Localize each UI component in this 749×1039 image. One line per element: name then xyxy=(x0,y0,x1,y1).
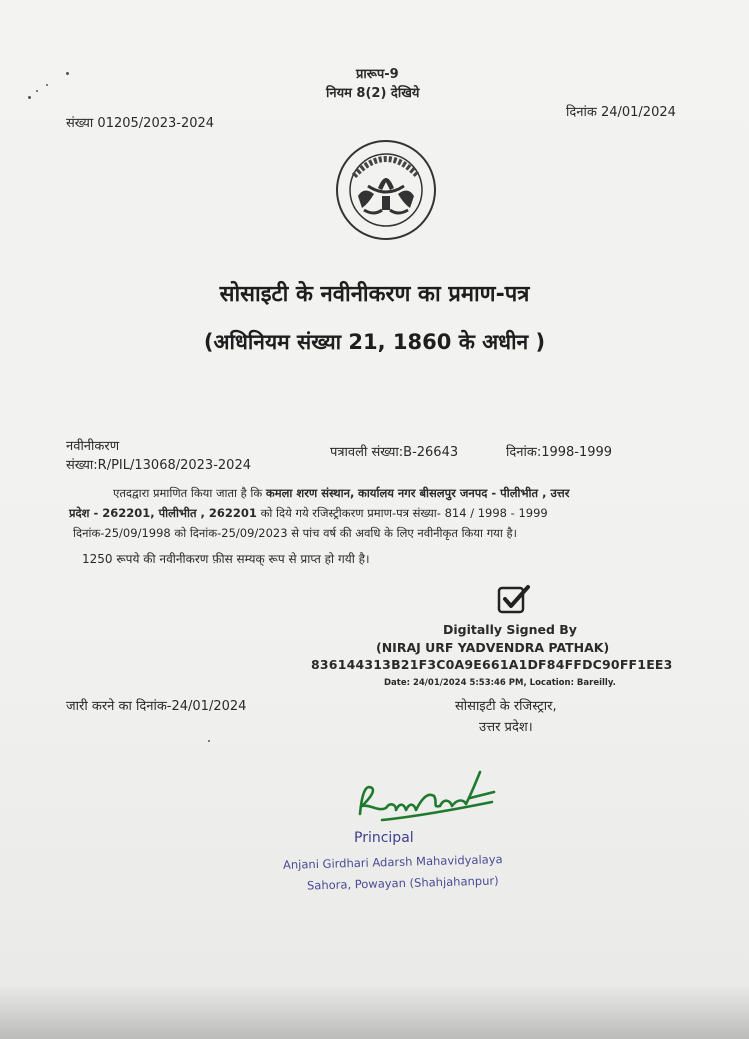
up-government-emblem-icon xyxy=(334,138,438,242)
society-address-cont: प्रदेश - 262201, पीलीभीत , 262201 xyxy=(69,506,257,520)
renewal-number: संख्या:R/PIL/13068/2023-2024 xyxy=(66,458,251,473)
body-line-2 xyxy=(69,506,548,521)
handwritten-signature xyxy=(352,762,502,826)
certificate-title: सोसाइटी के नवीनीकरण का प्रमाण-पत्र xyxy=(219,282,530,307)
certificate-date: दिनांक 24/01/2024 xyxy=(566,105,676,120)
registrar-state: उत्तर प्रदेश। xyxy=(479,720,533,735)
form-number: प्रारूप-9 xyxy=(356,67,399,82)
file-date: दिनांक:1998-1999 xyxy=(506,445,613,460)
body-line-3: दिनांक-25/09/1998 को दिनांक-25/09/2023 से पांच वर्ष की अवधि के लिए नवीनीकृत किया गया है। xyxy=(73,526,517,540)
stamp-location: Sahora, Powayan (Shahjahanpur) xyxy=(306,873,499,893)
digital-signature-meta: Date: 24/01/2024 5:53:46 PM, Location: Bareilly. xyxy=(384,678,616,688)
stamp-institution: Anjani Girdhari Adarsh Mahavidyalaya xyxy=(282,852,503,872)
society-name: कमला शरण संस्थान, xyxy=(265,486,355,500)
renewal-label: नवीनीकरण xyxy=(66,439,120,454)
digital-signature-label: Digitally Signed By xyxy=(443,622,577,637)
certificate-number: संख्या 01205/2023-2024 xyxy=(66,116,215,131)
body-line-4: 1250 रूपये की नवीनीकरण फ़ीस सम्यक् रूप से प्राप्त हो गयी है। xyxy=(82,552,370,566)
rule-reference: नियम 8(2) देखिये xyxy=(326,86,420,101)
society-address: कार्यालय नगर बीसलपुर जनपद - पीलीभीत , उत्तर xyxy=(358,486,570,500)
ink-speck xyxy=(36,90,38,92)
body-line-1-prefix: एतदद्वारा प्रमाणित किया जाता है कि xyxy=(113,486,263,500)
ink-speck xyxy=(66,72,69,75)
digital-signature-hash: 836144313B21F3C0A9E661A1DF84FFDC90FF1EE3 xyxy=(311,657,673,672)
checkmark-box-icon xyxy=(497,584,531,614)
ink-speck xyxy=(208,740,210,742)
stamp-title: Principal xyxy=(354,830,414,846)
certificate-subtitle: (अधिनियम संख्या 21, 1860 के अधीन ) xyxy=(203,330,546,354)
issue-date: जारी करने का दिनांक-24/01/2024 xyxy=(66,699,247,714)
registrar-title: सोसाइटी के रजिस्ट्रार, xyxy=(455,699,557,714)
ink-speck xyxy=(28,96,31,99)
page-shadow xyxy=(0,985,749,1039)
body-line-1 xyxy=(113,486,569,501)
digital-signature-signer: (NIRAJ URF YADVENDRA PATHAK) xyxy=(376,640,610,655)
body-line-2-rest: को दिये गये रजिस्ट्रीकरण प्रमाण-पत्र संख्या- 814 / 1998 - 1999 xyxy=(260,506,548,520)
ink-speck xyxy=(46,84,48,86)
file-number: पत्रावली संख्या:B-26643 xyxy=(330,445,459,460)
